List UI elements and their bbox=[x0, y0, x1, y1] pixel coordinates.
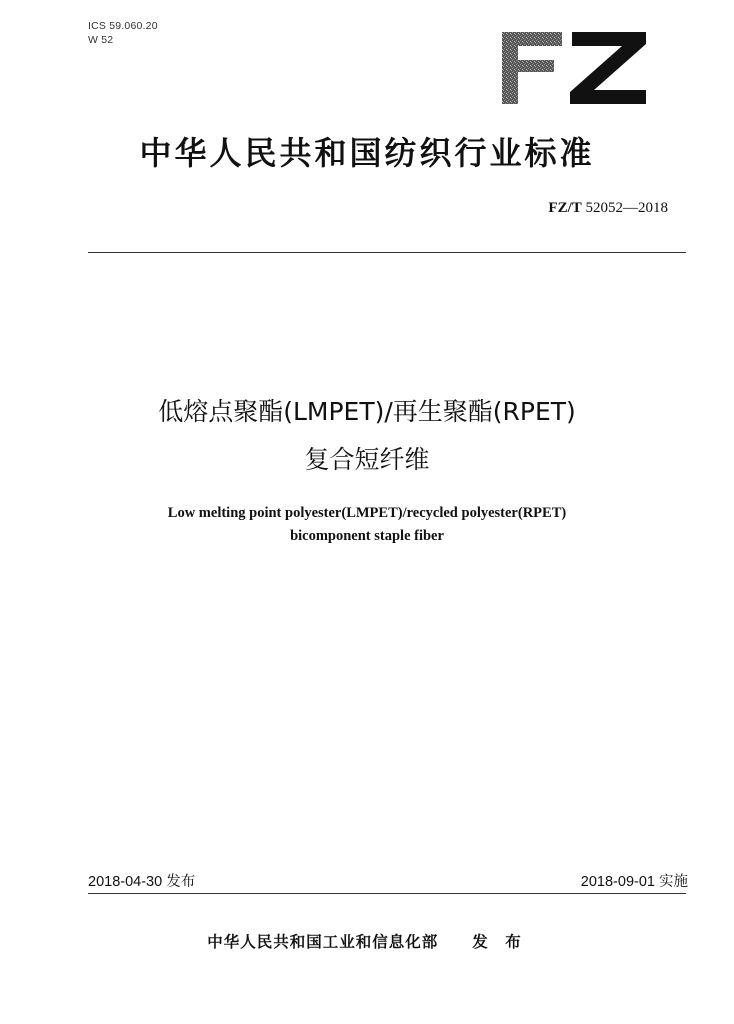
classification-codes bbox=[88, 19, 158, 47]
chinese-title-line2: 复合短纤维 bbox=[304, 445, 430, 474]
standard-number bbox=[548, 200, 668, 217]
ics-code: ICS 59.060.20 bbox=[88, 20, 158, 32]
standard-prefix: FZ/T bbox=[548, 200, 582, 216]
category-code: W 52 bbox=[88, 34, 114, 46]
chinese-title-line1: 低熔点聚酯(LMPET)/再生聚酯(RPET) bbox=[158, 397, 576, 426]
footer-divider bbox=[88, 893, 686, 894]
issuer-name: 中华人民共和国工业和信息化部 bbox=[207, 933, 439, 951]
effective-date: 2018-09-01 实施 bbox=[580, 874, 688, 890]
org-standard-title: 中华人民共和国纺织行业标准 bbox=[139, 134, 595, 172]
english-title-line1: Low melting point polyester(LMPET)/recycled polyester(RPET) bbox=[167, 505, 567, 521]
standard-year-number: 52052—2018 bbox=[585, 200, 668, 216]
fz-logo bbox=[500, 32, 648, 104]
issue-date: 2018-04-30 发布 bbox=[88, 874, 196, 890]
issue-verb: 发 布 bbox=[472, 933, 527, 951]
header-divider bbox=[88, 252, 686, 253]
english-title-line2: bicomponent staple fiber bbox=[290, 528, 444, 544]
issuing-authority bbox=[0, 930, 734, 952]
